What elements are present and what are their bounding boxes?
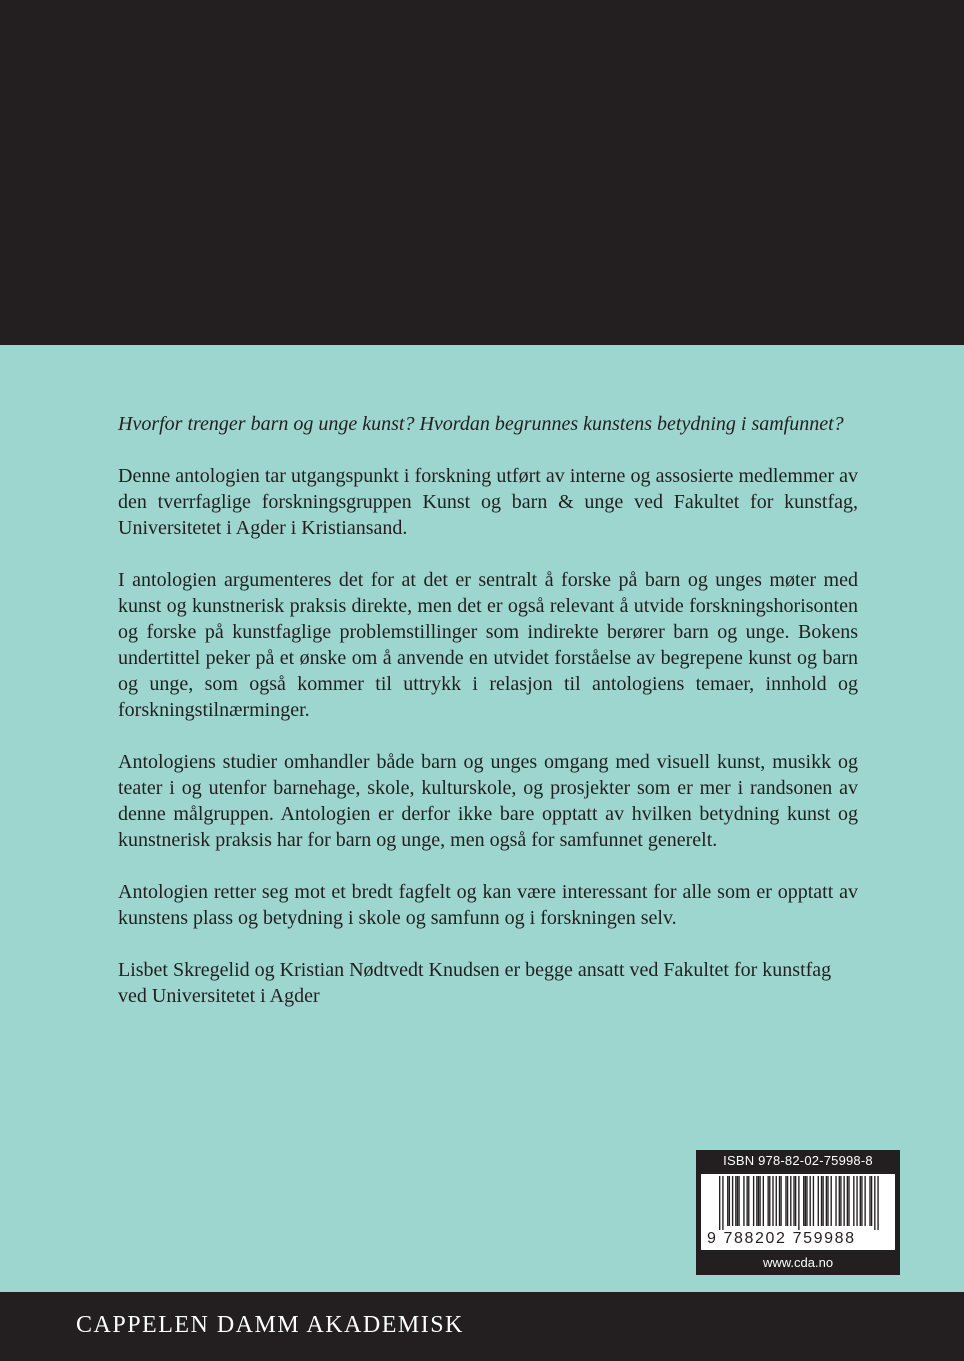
paragraph-audience: Antologien retter seg mot et bredt fagfelt og kan være interessant for alle som er opptatt av kunstens plass og betydning i skole og samfunn og i forskningen selv. [118, 881, 858, 929]
lead-question: Hvorfor trenger barn og unge kunst? Hvordan begrunnes kunstens betydning i samfunnet? [118, 413, 844, 435]
top-dark-band [0, 0, 964, 345]
publisher-logo: CAPPELEN DAMM AKADEMISK [76, 1312, 464, 1338]
back-cover-text [118, 411, 858, 1009]
paragraph-argument: I antologien argumenteres det for at det er sentralt å forske på barn og unges møter med kunst og kunstnerisk praksis direkte, men det er også relevant å utvide forskningshorisonten og forske på kunstfaglige problemstillinger som indirekte berører barn og unge. Bokens undertittel peker på et ønske om å anvende en utvidet forståelse av begrepene kunst og barn og unge, som også kommer til uttrykk i relasjon til antologiens temaer, innhold og forskningstilnærminger. [118, 569, 858, 721]
paragraph-intro: Denne antologien tar utgangspunkt i forskning utført av interne og assosierte medlemmer av den tverrfaglige forskningsgruppen Kunst og barn & unge ved Fakultet for kunstfag, Universitetet i Agder i Kristiansand. [118, 465, 858, 539]
barcode-digits: 9 788202 759988 [707, 1230, 856, 1247]
barcode-area [701, 1174, 895, 1250]
website-label: www.cda.no [762, 1255, 834, 1270]
isbn-label: ISBN 978-82-02-75998-8 [723, 1153, 873, 1168]
isbn-barcode-panel [696, 1150, 900, 1275]
barcode-icon [719, 1176, 879, 1230]
paragraph-studies: Antologiens studier omhandler både barn og unges omgang med visuell kunst, musikk og teater i og utenfor barnehage, skole, kulturskole, og prosjekter som er mer i randsonen av denne målgruppen. Antologien er derfor ikke bare opptatt av hvilken betydning kunst og kunstnerisk praksis har for barn og unge, men også for samfunnet generelt. [118, 751, 858, 851]
publisher-band [0, 1292, 964, 1361]
paragraph-authors: Lisbet Skregelid og Kristian Nødtvedt Knudsen er begge ansatt ved Fakultet for kunstfag ved Universitetet i Agder [118, 959, 832, 1007]
